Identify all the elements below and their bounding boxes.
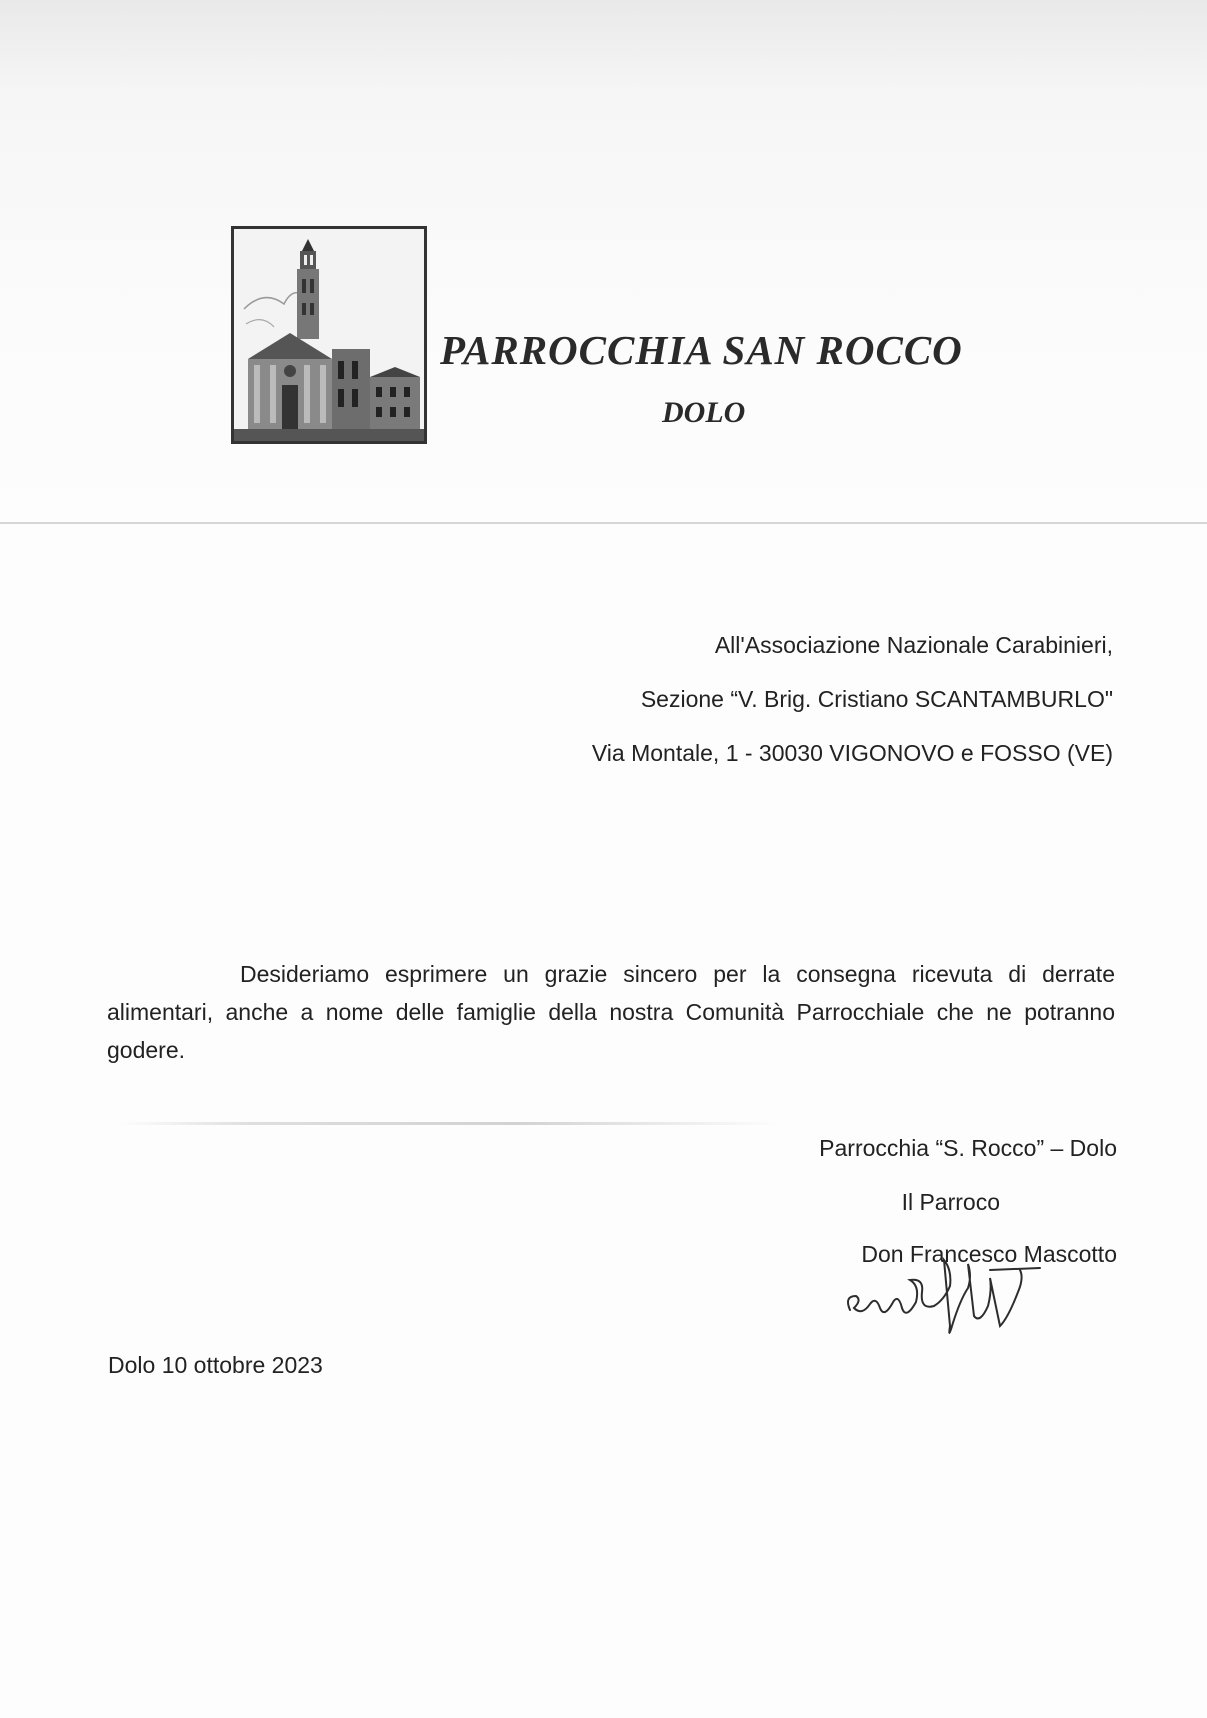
closing-name: Don Francesco Mascotto: [861, 1241, 1117, 1267]
closing-parish: Parrocchia “S. Rocco” – Dolo: [819, 1135, 1117, 1161]
fold-line: [0, 522, 1207, 524]
handwritten-signature-icon: [840, 1230, 1070, 1345]
scan-smudge: [120, 1122, 780, 1125]
parish-town: DOLO: [662, 396, 746, 429]
letter-date: Dolo 10 ottobre 2023: [108, 1352, 323, 1378]
recipient-line-3: Via Montale, 1 - 30030 VIGONOVO e FOSSO (VE): [591, 740, 1113, 766]
scan-shading: [0, 0, 1207, 520]
recipient-line-1: All'Associazione Nazionale Carabinieri,: [714, 632, 1113, 658]
closing-role: Il Parroco: [901, 1189, 1000, 1215]
recipient-line-2: Sezione “V. Brig. Cristiano SCANTAMBURLO": [640, 686, 1113, 712]
letter-body: Desideriamo esprimere un grazie sincero per la consegna ricevuta di derrate alimentari, anche a nome delle famiglie della nostra Comunità Parrocchiale che ne potranno godere.: [107, 961, 1115, 1063]
parish-name: PARROCCHIA SAN ROCCO: [440, 327, 963, 373]
church-photo-icon: [231, 226, 427, 444]
